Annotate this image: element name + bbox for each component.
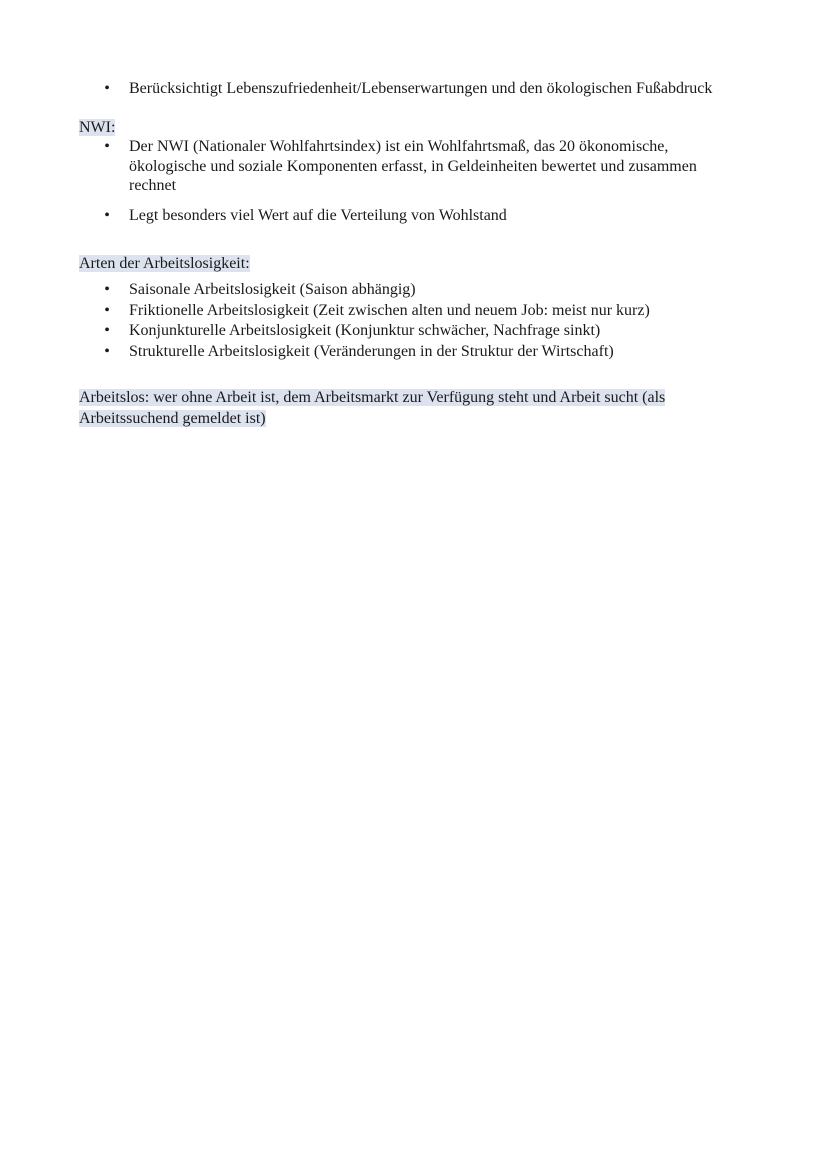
list-item [0,321,729,342]
bullet-icon: • [104,206,110,224]
bullet-icon: • [104,138,110,155]
intro-bullet-list [0,79,729,99]
list-item-text: Berücksichtigt Lebenszufriedenheit/Lebenserwartungen und den ökologischen Fußabdruck [129,80,713,97]
bullet-icon: • [104,80,110,97]
list-item [0,301,729,322]
list-item [0,137,729,196]
nwi-bullet-list [0,137,729,225]
list-item-text: Friktionelle Arbeitslosigkeit (Zeit zwischen alten und neuem Job: meist nur kurz) [129,301,650,319]
bullet-icon: • [104,342,110,360]
list-item-text: Legt besonders viel Wert auf die Verteilung von Wohlstand [129,206,507,224]
arten-bullet-list [0,280,729,362]
list-item [0,280,729,301]
list-item [0,206,729,226]
bullet-icon: • [104,322,110,339]
nwi-heading-text: NWI: [79,119,116,136]
arten-heading-text: Arten der Arbeitslosigkeit: [79,255,250,272]
list-item-text: Der NWI (Nationaler Wohlfahrtsindex) ist ein Wohlfahrtsmaß, das 20 ökonomische, ökologische und soziale Komponenten erfasst, in Geldeinheiten bewertet und zusammen rechnet [129,138,697,194]
nwi-heading [79,118,115,138]
bullet-icon: • [104,281,110,298]
list-item-text: Strukturelle Arbeitslosigkeit (Veränderungen in der Struktur der Wirtschaft) [129,342,614,360]
list-item [0,79,729,99]
definition-text: Arbeitslos: wer ohne Arbeit ist, dem Arbeitsmarkt zur Verfügung steht und Arbeit sucht (als Arbeitssuchend gemeldet ist) [79,389,666,427]
bullet-icon: • [104,301,110,319]
list-item-text: Saisonale Arbeitslosigkeit (Saison abhängig) [129,281,416,298]
list-item-text: Konjunkturelle Arbeitslosigkeit (Konjunktur schwächer, Nachfrage sinkt) [129,322,601,339]
arten-heading [79,254,250,274]
arbeitslos-definition [79,388,719,429]
list-item [0,342,729,363]
